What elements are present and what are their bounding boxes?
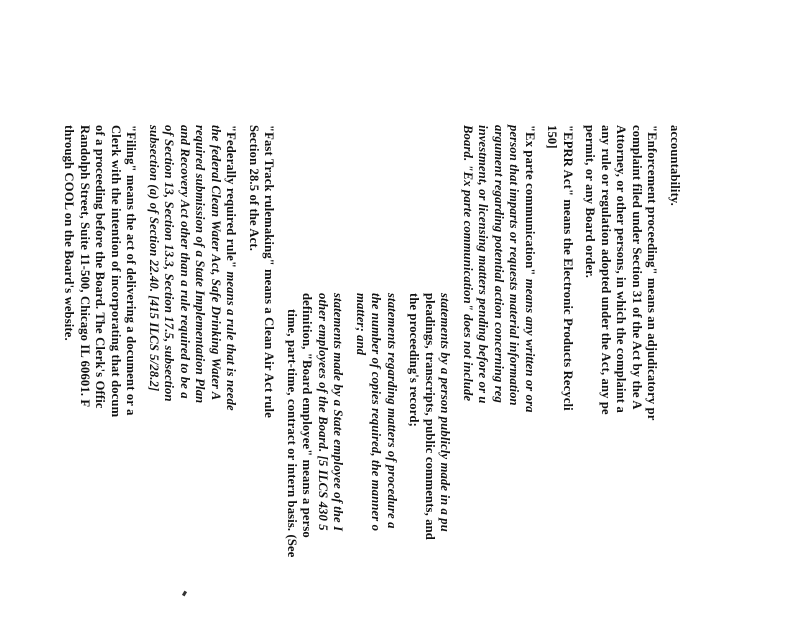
text-line: the proceeding's record; <box>407 293 422 427</box>
text-line: argument regarding potential action concerning reg <box>492 125 506 403</box>
text-line: matter; and <box>354 293 368 356</box>
text-line: the federal Clean Water Act, Safe Drinking Water A <box>209 125 223 401</box>
text-line: Board. "Ex parte communication" does not include <box>461 125 475 402</box>
text-line: person that imparts or requests material information <box>507 125 522 406</box>
text-line: Randolph Street, Suite 11-500, Chicago IL 60601. F <box>78 125 92 408</box>
text-line: statements regarding matters of procedure a <box>385 293 399 529</box>
text-line: time, part-time, contract or intern basis. (See <box>285 309 299 558</box>
text-line: of a proceeding before the Board. The Clerk's Offic <box>93 125 108 409</box>
text-line: 150] <box>545 125 560 149</box>
text-line: "Enforcement proceeding" means an adjudicatory pr <box>645 125 660 421</box>
text-line: through COOL on the Board's website. <box>62 125 77 341</box>
text-line: required submission of a State Implementation Plan <box>193 125 208 404</box>
text-line: of Section 13, Section 13.3, Section 17.5, subsection <box>162 125 177 402</box>
text-line: "EPRR Act" means the Electronic Products Recycli <box>561 125 575 411</box>
text-line: "Ex parte communication" means any written or ora <box>523 125 537 413</box>
text-line: the number of copies required, the manner o <box>369 293 384 532</box>
text-line: Attorney, or other persons, in which the complaint a <box>614 125 629 413</box>
paragraph-gap <box>139 125 146 618</box>
text-line: Section 28.5 of the Act. <box>247 125 261 252</box>
paragraph-gap <box>277 125 284 618</box>
rotated-text-block <box>61 125 682 618</box>
paragraph-gap <box>660 125 667 618</box>
paragraph-gap <box>399 125 406 618</box>
text-line: any rule or regulation adopted under the Act, any pe <box>599 125 613 415</box>
text-line: accountability. <box>668 125 682 206</box>
paragraph-gap <box>537 125 544 618</box>
paragraph-gap <box>575 125 582 618</box>
text-line: statements by a person publicly made in a pu <box>438 293 453 532</box>
paragraph-gap <box>453 125 460 618</box>
paragraph-gap <box>239 125 246 618</box>
text-line: "Filing" means the act of delivering a document or a <box>124 125 139 416</box>
text-line: Clerk with the intention of incorporating that docum <box>109 125 123 418</box>
text-line: other employees of the Board. [5 ILCS 430 5 <box>316 293 330 531</box>
text-line: "Federally required rule" means a rule that is neede <box>224 125 239 411</box>
text-line: permit, or any Board order. <box>583 125 598 279</box>
text-line: investment, or licensing matters pending before or u <box>476 125 491 404</box>
text-line: complaint filed under Section 31 of the Act by the A <box>630 125 644 410</box>
text-line: pleadings, transcripts, public comments, and <box>423 293 437 540</box>
text-line: statements made by a State employee of the I <box>331 293 346 532</box>
text-line: subsection (a) of Section 22.40. [415 ILCS 5/28.2] <box>147 125 161 392</box>
paragraph-gap <box>346 125 353 618</box>
text-line: "Fast Track rulemaking" means a Clean Air Act rule <box>262 125 277 418</box>
text-line: definition, "Board employee" means a perso <box>300 293 315 538</box>
text-line: and Recovery Act other than a rule required to be a <box>178 125 192 399</box>
